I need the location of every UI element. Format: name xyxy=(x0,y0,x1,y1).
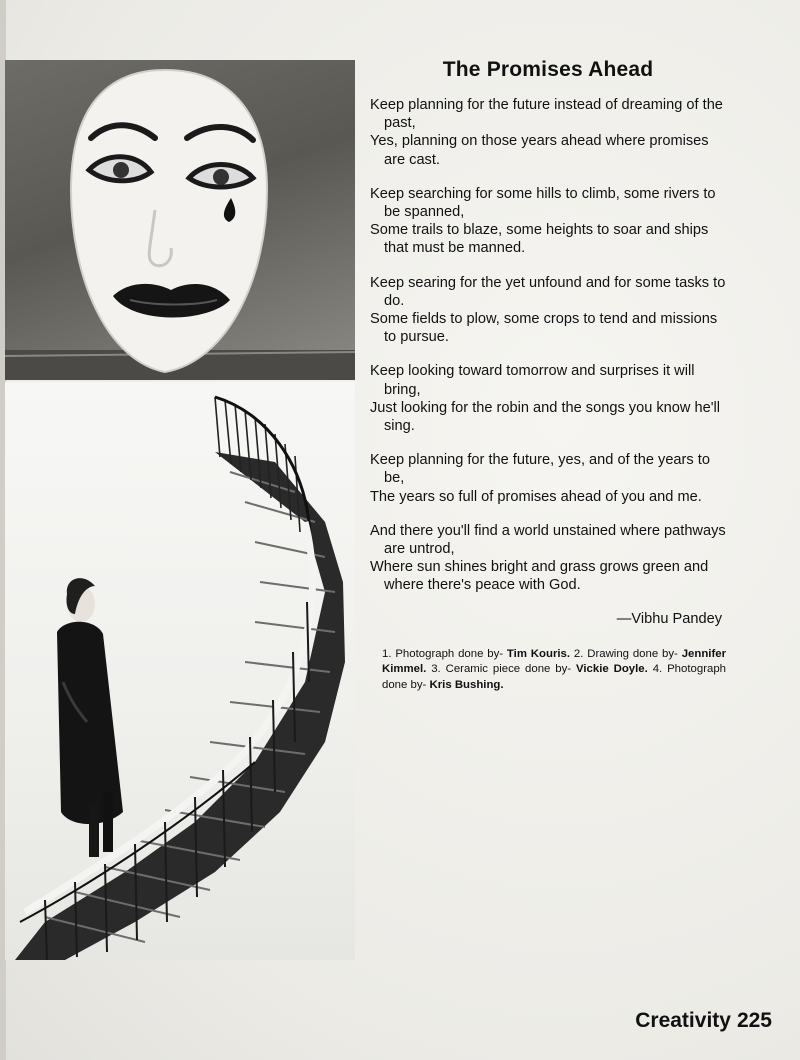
poem-stanza xyxy=(370,362,726,435)
poem-line: Keep searching for some hills to climb, some rivers to be spanned, xyxy=(370,185,716,221)
credit-prefix: 1. Photograph done by- xyxy=(382,647,507,660)
poem-line: Some trails to blaze, some heights to soar and ships that must be manned. xyxy=(370,222,709,257)
poem-stanza xyxy=(370,274,726,347)
ceramic-mask-photo xyxy=(5,60,355,380)
poem-line: Some fields to plow, some crops to tend and missions to pursue. xyxy=(370,311,718,346)
poem-stanza xyxy=(370,522,726,595)
poem-title: The Promises Ahead xyxy=(442,58,654,81)
poem-line: Keep planning for the future instead of dreaming of the past, xyxy=(370,97,723,132)
poem-line: The years so full of promises ahead of you and me. xyxy=(370,488,702,505)
poem-line: Keep searing for the yet unfound and for some tasks to do. xyxy=(370,274,726,309)
section-name: Creativity xyxy=(635,1009,731,1032)
poem xyxy=(370,58,726,693)
credit-name: Vickie Doyle. xyxy=(575,663,648,676)
poem-line: Yes, planning on those years ahead where promises are cast. xyxy=(370,133,709,168)
credit-name: Kris Bushing. xyxy=(429,678,504,691)
staircase-photo xyxy=(5,382,355,960)
credit-prefix: 4. Photograph done by- xyxy=(382,663,726,691)
page-footer xyxy=(629,1009,772,1033)
poem-stanza xyxy=(370,96,726,169)
credit-prefix: 3. Ceramic piece done by- xyxy=(426,663,576,676)
poem-line: Keep planning for the future, yes, and of the years to be, xyxy=(370,452,710,487)
page-number: 225 xyxy=(736,1009,772,1032)
poem-line: Keep looking toward tomorrow and surprises it will bring, xyxy=(370,363,695,398)
poem-line: Just looking for the robin and the songs you know he'll sing. xyxy=(370,399,721,435)
poem-author: —Vibhu Pandey xyxy=(616,610,722,627)
credit-name: Jennifer Kimmel. xyxy=(382,647,726,676)
poem-line: Where sun shines bright and grass grows green and where there's peace with God. xyxy=(370,559,709,594)
poem-stanza xyxy=(370,185,726,258)
credit-name: Tim Kouris. xyxy=(506,647,571,660)
credit-prefix: 2. Drawing done by- xyxy=(570,647,682,660)
poem-stanza xyxy=(370,451,726,506)
photo-credits xyxy=(370,647,726,694)
poem-line: And there you'll find a world unstained where pathways are untrod, xyxy=(370,522,726,558)
